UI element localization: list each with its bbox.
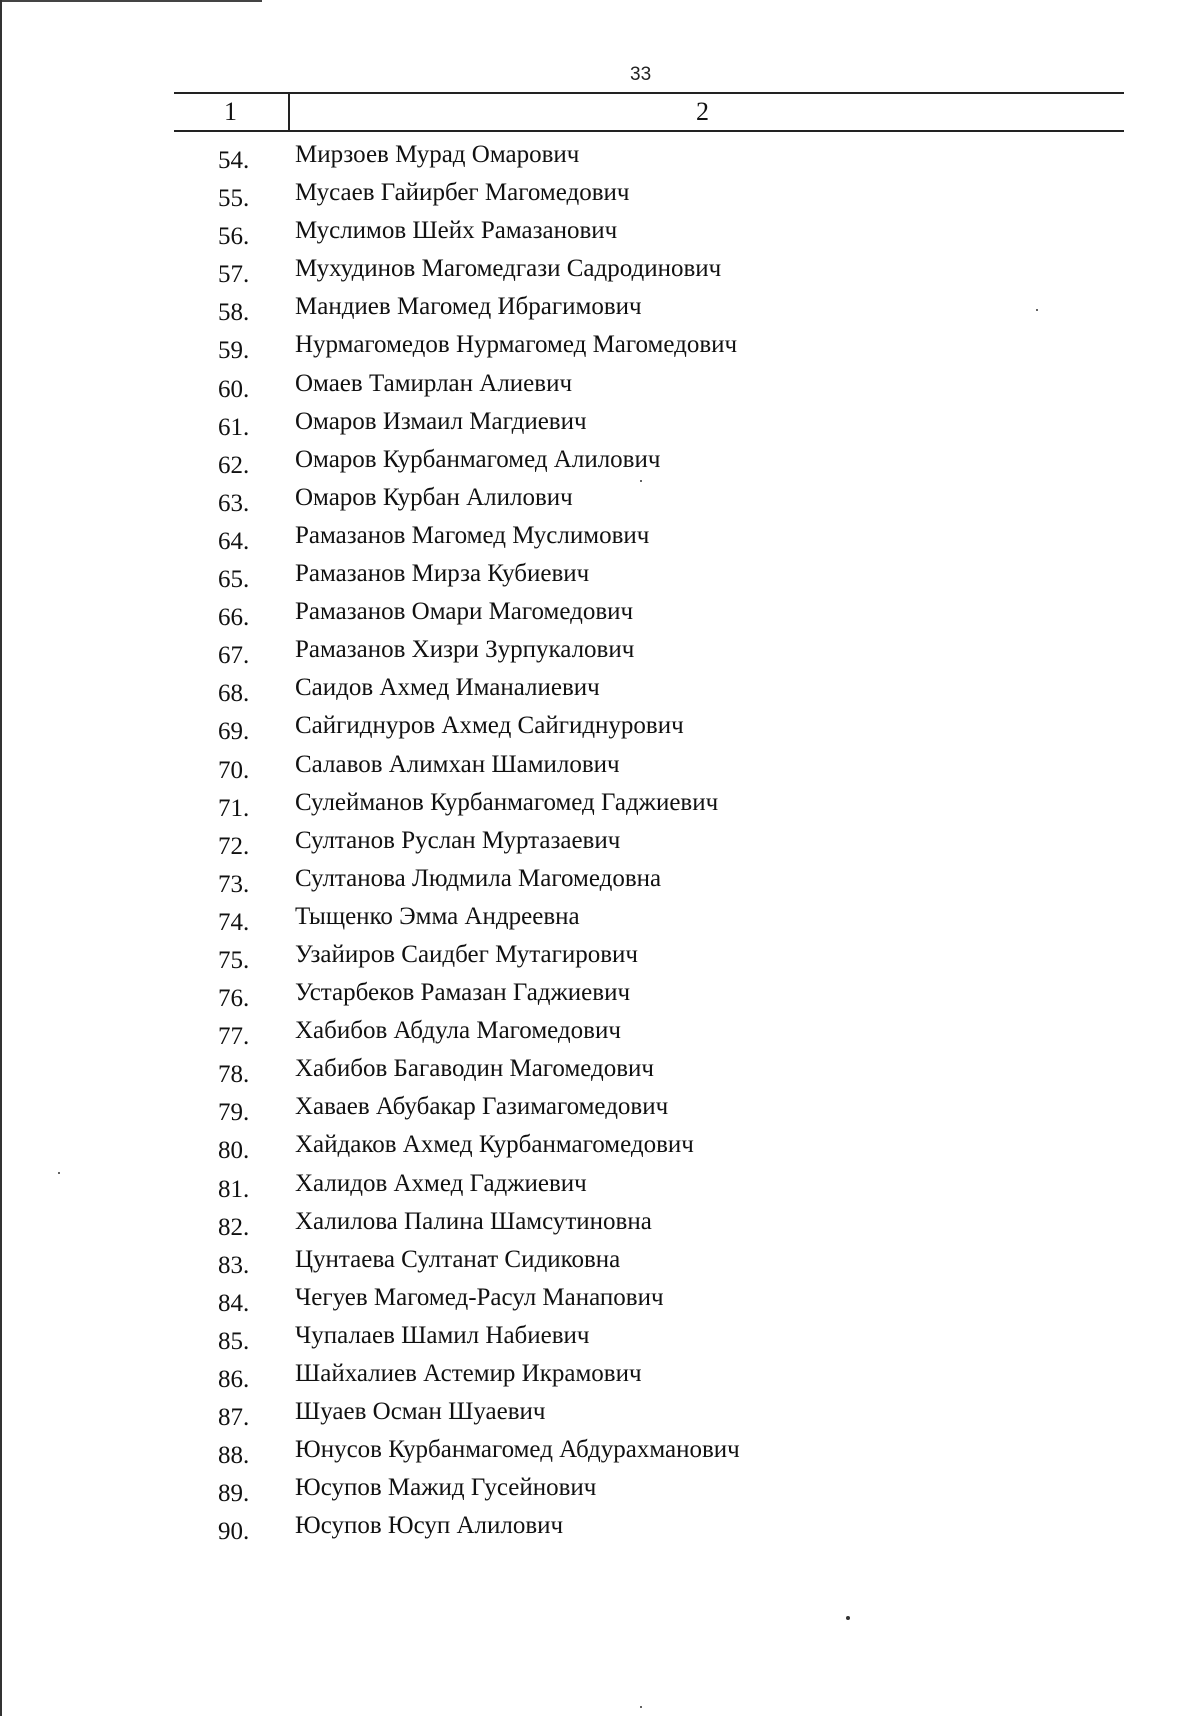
item-name: Рамазанов Омари Магомедович xyxy=(295,598,634,626)
item-number: 72. xyxy=(218,832,250,860)
item-name: Мусаев Гайирбег Магомедович xyxy=(295,179,630,207)
list-item xyxy=(0,711,1200,749)
item-number: 87. xyxy=(218,1404,250,1432)
item-number: 89. xyxy=(218,1480,250,1508)
list-item xyxy=(0,254,1200,292)
list-item xyxy=(0,1321,1200,1359)
list-item xyxy=(0,178,1200,216)
item-number: 78. xyxy=(218,1061,250,1089)
list-item xyxy=(0,1092,1200,1130)
list-item xyxy=(0,673,1200,711)
item-number: 61. xyxy=(218,413,250,441)
list-item xyxy=(0,1359,1200,1397)
item-name: Омаров Курбанмагомед Алилович xyxy=(295,445,661,473)
item-number: 55. xyxy=(218,185,250,213)
item-number: 59. xyxy=(218,337,250,365)
table-header xyxy=(174,92,1124,132)
item-name: Тыщенко Эмма Андреевна xyxy=(295,902,580,930)
item-number: 69. xyxy=(218,718,250,746)
list-item xyxy=(0,864,1200,902)
list-item xyxy=(0,445,1200,483)
item-name: Султанов Руслан Муртазаевич xyxy=(295,826,621,854)
scan-edge-top xyxy=(0,0,262,2)
list-item xyxy=(0,216,1200,254)
item-name: Мирзоев Мурад Омарович xyxy=(295,141,580,168)
names-list xyxy=(0,140,1200,1549)
item-name: Муслимов Шейх Рамазанович xyxy=(295,217,618,245)
item-name: Саидов Ахмед Иманалиевич xyxy=(295,674,600,702)
item-name: Омаров Измаил Магдиевич xyxy=(295,407,587,435)
item-name: Нурмагомедов Нурмагомед Магомедович xyxy=(295,331,738,359)
item-number: 66. xyxy=(218,604,250,632)
item-number: 62. xyxy=(218,451,250,479)
item-number: 79. xyxy=(218,1099,250,1127)
item-number: 82. xyxy=(218,1213,250,1241)
item-number: 64. xyxy=(218,527,250,555)
item-number: 71. xyxy=(218,794,250,822)
scan-speck xyxy=(640,1706,642,1708)
list-item xyxy=(0,635,1200,673)
item-number: 81. xyxy=(218,1175,250,1203)
item-number: 86. xyxy=(218,1366,250,1393)
item-name: Юнусов Курбанмагомед Абдурахманович xyxy=(295,1436,740,1464)
item-name: Халидов Ахмед Гаджиевич xyxy=(295,1169,587,1197)
scan-speck xyxy=(846,1616,850,1620)
item-name: Рамазанов Хизри Зурпукалович xyxy=(295,636,635,664)
list-item xyxy=(0,483,1200,521)
item-name: Цунтаева Султанат Сидиковна xyxy=(295,1245,621,1273)
item-number: 56. xyxy=(218,223,250,251)
item-number: 90. xyxy=(218,1518,250,1546)
scan-speck xyxy=(640,480,642,482)
item-name: Омаров Курбан Алилович xyxy=(295,483,573,511)
list-item xyxy=(0,1054,1200,1092)
page-number: 33 xyxy=(630,64,652,85)
list-item xyxy=(0,1169,1200,1207)
scan-speck xyxy=(58,1172,60,1174)
list-item xyxy=(0,1435,1200,1473)
item-name: Юсупов Юсуп Алилович xyxy=(295,1512,564,1540)
item-number: 54. xyxy=(218,147,250,174)
item-number: 68. xyxy=(218,680,250,708)
list-item xyxy=(0,1207,1200,1245)
item-name: Устарбеков Рамазан Гаджиевич xyxy=(295,979,631,1007)
list-item xyxy=(0,1245,1200,1283)
item-name: Султанова Людмила Магомедовна xyxy=(295,864,662,892)
list-item xyxy=(0,521,1200,559)
list-item xyxy=(0,292,1200,330)
list-item xyxy=(0,978,1200,1016)
item-name: Сулейманов Курбанмагомед Гаджиевич xyxy=(295,788,719,816)
item-name: Хаваев Абубакар Газимагомедович xyxy=(295,1093,669,1121)
column-divider xyxy=(288,94,290,130)
list-item xyxy=(0,597,1200,635)
item-name: Хабибов Абдула Магомедович xyxy=(295,1017,621,1045)
list-item xyxy=(0,559,1200,597)
item-number: 65. xyxy=(218,566,250,594)
scan-speck xyxy=(1036,309,1038,311)
item-number: 77. xyxy=(218,1023,250,1051)
item-number: 80. xyxy=(218,1137,250,1165)
list-item xyxy=(0,1473,1200,1511)
item-name: Шуаев Осман Шуаевич xyxy=(295,1398,546,1426)
list-item xyxy=(0,902,1200,940)
item-number: 73. xyxy=(218,870,250,898)
item-name: Сайгиднуров Ахмед Сайгиднурович xyxy=(295,712,684,740)
item-name: Чегуев Магомед-Расул Манапович xyxy=(295,1283,664,1311)
list-item xyxy=(0,1511,1200,1549)
column-header-1: 1 xyxy=(224,97,237,126)
list-item xyxy=(0,369,1200,407)
item-name: Рамазанов Магомед Муслимович xyxy=(295,521,650,549)
item-number: 74. xyxy=(218,908,250,936)
list-item xyxy=(0,1397,1200,1435)
list-item xyxy=(0,1016,1200,1054)
item-name: Чупалаев Шамил Набиевич xyxy=(295,1321,590,1349)
item-name: Мухудинов Магомедгази Садродинович xyxy=(295,255,722,283)
item-name: Хабибов Багаводин Магомедович xyxy=(295,1055,655,1083)
item-number: 83. xyxy=(218,1251,250,1279)
item-name: Шайхалиев Астемир Икрамович xyxy=(295,1360,642,1387)
list-item xyxy=(0,750,1200,788)
item-number: 58. xyxy=(218,299,250,327)
item-number: 60. xyxy=(218,375,250,403)
list-item xyxy=(0,1283,1200,1321)
list-item xyxy=(0,330,1200,368)
list-item xyxy=(0,826,1200,864)
item-number: 76. xyxy=(218,985,250,1013)
list-item xyxy=(0,788,1200,826)
item-name: Рамазанов Мирза Кубиевич xyxy=(295,560,590,588)
item-name: Юсупов Мажид Гусейнович xyxy=(295,1474,597,1502)
item-number: 84. xyxy=(218,1289,250,1317)
list-item xyxy=(0,407,1200,445)
item-number: 70. xyxy=(218,756,250,784)
item-number: 67. xyxy=(218,642,250,670)
item-number: 57. xyxy=(218,261,250,289)
list-item xyxy=(0,140,1200,178)
item-number: 63. xyxy=(218,489,250,517)
item-name: Хайдаков Ахмед Курбанмагомедович xyxy=(295,1131,694,1159)
item-name: Салавов Алимхан Шамилович xyxy=(295,750,620,778)
item-name: Омаев Тамирлан Алиевич xyxy=(295,369,573,397)
list-item xyxy=(0,940,1200,978)
item-number: 85. xyxy=(218,1327,250,1355)
item-number: 88. xyxy=(218,1442,250,1470)
item-name: Мандиев Магомед Ибрагимович xyxy=(295,293,642,321)
item-name: Узайиров Саидбег Мутагирович xyxy=(295,940,638,968)
item-name: Халилова Палина Шамсутиновна xyxy=(295,1207,652,1235)
column-header-2: 2 xyxy=(696,97,709,126)
list-item xyxy=(0,1130,1200,1168)
item-number: 75. xyxy=(218,946,250,974)
